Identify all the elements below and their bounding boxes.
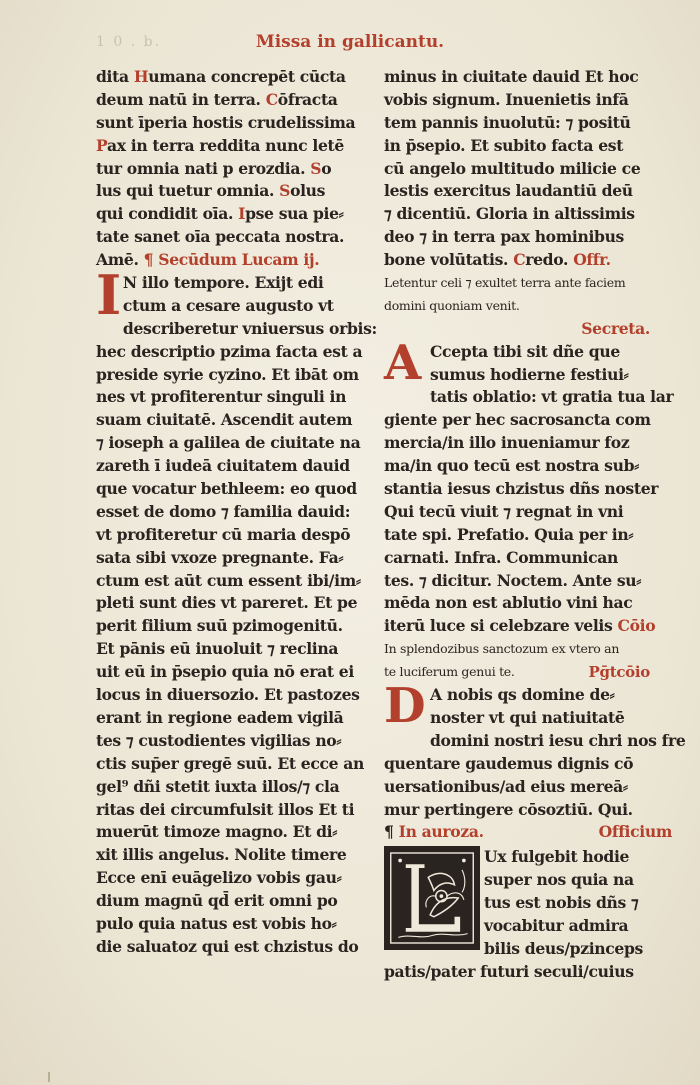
text-segment: pse sua pie⸗ (245, 204, 344, 224)
text-line: hec descriptio pzima facta est a (96, 341, 363, 361)
text-line: mercia/in illo inueniamur foz (384, 433, 630, 453)
text-line: describeretur vniuersus orbis: (122, 318, 377, 338)
text-line: mur pertingere cōsoztiū. Qui. (384, 799, 633, 819)
left-initial-block (96, 263, 377, 341)
rubric-text: H (133, 67, 149, 86)
woodcut-initial-block (384, 846, 664, 960)
secreta-label-line (384, 318, 664, 341)
text-line: nes vt profiterentur singuli in (96, 387, 347, 407)
text-segment: umana concrepēt cūcta (148, 67, 346, 86)
text-line (96, 112, 376, 135)
text-line: vt profiteretur cū maria despō (96, 524, 351, 544)
initial-letter-d: D (384, 678, 426, 735)
text-segment: in p̄sepio. Et subito facta est (384, 135, 624, 155)
text-line (96, 249, 376, 272)
text-line: erant in regione eadem vigilā (96, 707, 344, 727)
text-segment: iterū luce si celebzare velis (384, 616, 613, 636)
text-line (384, 112, 664, 135)
text-line: preside syrie cyzino. Et ibāt om (96, 364, 359, 384)
initial-letter-i: I (96, 263, 121, 328)
officium-label: Officium (598, 822, 672, 842)
left-column-top (96, 66, 376, 272)
text-line (96, 66, 376, 89)
text-line: pulo quia natus est vobis ho⸗ (96, 913, 337, 933)
right-column-top (384, 66, 664, 272)
text-segment: deum natū in terra. (96, 89, 266, 109)
text-line: perit filium suū pzimogenitū. (96, 616, 343, 636)
text-line: tes. ⁊ dicitur. Noctem. Ante su⸗ (384, 570, 642, 590)
text-line: muerūt timoze magno. Et di⸗ (96, 822, 338, 842)
text-line: ritas dei circumfulsit illos Et ti (96, 799, 355, 819)
text-segment: bone volūtatis. (384, 250, 514, 270)
left-column-body (96, 341, 376, 959)
text-line (384, 226, 664, 249)
text-line: domini nostri iesu chri nos fre (430, 730, 686, 750)
left-initial-lines (123, 272, 377, 341)
text-line: die saluatoz qui est chzistus do (96, 936, 359, 956)
text-line: carnati. Infra. Communican (384, 547, 619, 567)
text-line: uit eū in p̄sepio quia nō erat ei (96, 662, 354, 682)
text-segment: tur omnia nati p erozdia. (96, 158, 311, 178)
text-segment: ⁊ dicentiū. Gloria in altissimis (384, 204, 635, 224)
offertory-text (384, 272, 664, 318)
text-line: tus est nobis dñs ⁊ (484, 893, 639, 913)
gutter-mark (48, 1072, 50, 1082)
text-segment: ax in terra reddita nunc letē (106, 135, 344, 155)
postcommunio-label: Pḡtcōio (588, 663, 650, 682)
aurora-title: In auroza. (398, 822, 484, 842)
text-line: mēda non est ablutio vini hac (384, 593, 633, 613)
text-line: ctis sup̄er gregē suū. Et ecce an (96, 753, 365, 773)
final-line: patis/pater futuri seculi/cuius (384, 961, 634, 981)
text-line: N illo tempore. Exijt edi (122, 273, 324, 293)
rubric-text: I (238, 204, 246, 224)
text-line: tatis oblatio: vt gratia tua lar (430, 387, 674, 407)
text-line: gel⁹ dñi stetit iuxta illos/⁊ cla (96, 776, 340, 796)
text-line (96, 180, 376, 203)
initial-letter-a: A (384, 334, 421, 391)
text-segment: redo. (525, 250, 574, 270)
text-line: xit illis angelus. Nolite timere (96, 845, 347, 865)
left-column (96, 66, 376, 959)
text-segment: qui condidit oīa. (96, 204, 239, 224)
text-segment: lus qui tuetur omnia. (96, 181, 280, 201)
text-segment: Amē. (96, 250, 144, 270)
text-line: Ecce enī euāgelizo vobis gau⸗ (96, 868, 342, 888)
text-line (96, 89, 376, 112)
text-segment: o (321, 158, 332, 178)
text-line (384, 615, 664, 638)
text-line: A nobis qs domine de⸗ (430, 685, 615, 705)
text-line: super nos quia na (484, 870, 634, 890)
aurora-heading (384, 821, 672, 844)
text-segment: tate sanet oīa peccata nostra. (96, 227, 345, 247)
text-line: sumus hodierne festiui⸗ (430, 364, 629, 384)
text-segment: deo ⁊ in terra pax hominibus (384, 227, 624, 247)
text-segment: olus (290, 181, 326, 201)
text-line: ⁊ ioseph a galilea de ciuitate na (96, 433, 361, 453)
text-line: stantia iesus chzistus dñs noster (384, 479, 659, 499)
text-segment: dita (96, 67, 134, 86)
text-line (384, 66, 664, 89)
text-line: esset de domo ⁊ familia dauid: (96, 501, 351, 521)
folio-ghost: 1 0 . b. (96, 34, 162, 50)
rubric-text: C (265, 89, 278, 109)
rubric-text: Offr. (573, 250, 611, 270)
text-segment: lestis exercitus laudantiū deū (384, 181, 633, 201)
text-line (384, 135, 664, 158)
communio-label: Cōio (617, 616, 656, 636)
text-line: tate spi. Prefatio. Quia per in⸗ (384, 524, 634, 544)
text-line: dium magnū qd̄ erit omni po (96, 891, 338, 911)
text-line: suam ciuitatē. Ascendit autem (96, 410, 353, 430)
text-line: que vocatur bethleem: eo quod (96, 479, 357, 499)
postcommunio-initial-block (384, 678, 686, 753)
postcommunio-initial-lines (430, 684, 685, 753)
right-column (384, 66, 686, 984)
postcommunio-body (384, 753, 664, 822)
text-line: noster vt qui natiuitatē (430, 707, 625, 727)
text-line: ma/in quo tecū est nostra sub⸗ (384, 456, 639, 476)
text-line (384, 180, 664, 203)
secreta-body (384, 409, 664, 638)
text-line: uersationibus/ad eius mereā⸗ (384, 776, 628, 796)
text-line (384, 203, 664, 226)
text-line: vocabitur admira (484, 915, 629, 935)
text-segment: sunt īperia hostis crudelissima (96, 112, 356, 132)
text-line: quentare gaudemus dignis cō (384, 753, 634, 773)
aurora-paragraph-mark: ¶ (384, 822, 399, 842)
text-line: Letentur celi ⁊ exultet terra ante faciem (384, 275, 626, 291)
rubric-text: C (513, 250, 526, 270)
text-line: zareth ī iudeā ciuitatem dauid (96, 456, 350, 476)
secreta-initial-lines (430, 341, 673, 410)
text-segment: te luciferum genui te. (384, 664, 515, 680)
text-line: ctum est aūt cum essent ibi/im⸗ (96, 570, 361, 590)
text-line: Ccepta tibi sit dñe que (430, 341, 620, 361)
floral-woodcut-initial-icon (384, 846, 480, 950)
text-segment: cū angelo multitudo milicie ce (384, 158, 641, 178)
text-line: locus in diuersozio. Et pastozes (96, 685, 360, 705)
communio-text (384, 638, 664, 684)
text-line (96, 226, 376, 249)
text-line: In splendozibus sanctozum ex vtero an (384, 641, 620, 657)
text-line: pleti sunt dies vt pareret. Et pe (96, 593, 358, 613)
text-line (384, 158, 664, 181)
text-segment: tem pannis inuolutū: ⁊ positū (384, 112, 631, 132)
secreta-label: Secreta. (581, 318, 650, 338)
text-line (96, 135, 376, 158)
text-segment: minus in ciuitate dauid Et hoc (384, 67, 639, 86)
text-line: ctum a cesare augusto vt (122, 295, 334, 315)
rubric-text: S (310, 158, 322, 178)
running-head: Missa in gallicantu. (255, 32, 445, 52)
text-line: giente per hec sacrosancta com (384, 410, 651, 430)
text-line: bilis deus/pzinceps (484, 938, 643, 958)
text-segment: vobis signum. Inuenietis infā (384, 89, 629, 109)
text-line (384, 661, 664, 684)
text-line: Ux fulgebit hodie (484, 847, 630, 867)
text-line (96, 158, 376, 181)
text-line: sata sibi vxoze pregnante. Fa⸗ (96, 547, 344, 567)
text-line (384, 89, 664, 112)
text-line: Qui tecū viuit ⁊ regnat in vni (384, 501, 624, 521)
woodcut-initial-lines (484, 846, 664, 960)
text-line: tes ⁊ custodientes vigilias no⸗ (96, 730, 342, 750)
text-line: domini quoniam venit. (384, 297, 520, 313)
text-line: Et pānis eū inuoluit ⁊ reclina (96, 639, 339, 659)
rubric-text: ¶ Secūdum Lucam ij. (143, 250, 320, 270)
secreta-initial-block (384, 334, 674, 410)
rubric-text: S (279, 181, 291, 201)
rubric-text: P (96, 135, 107, 155)
text-line (96, 203, 376, 226)
text-segment: ōfracta (277, 89, 338, 109)
text-line (384, 249, 664, 272)
